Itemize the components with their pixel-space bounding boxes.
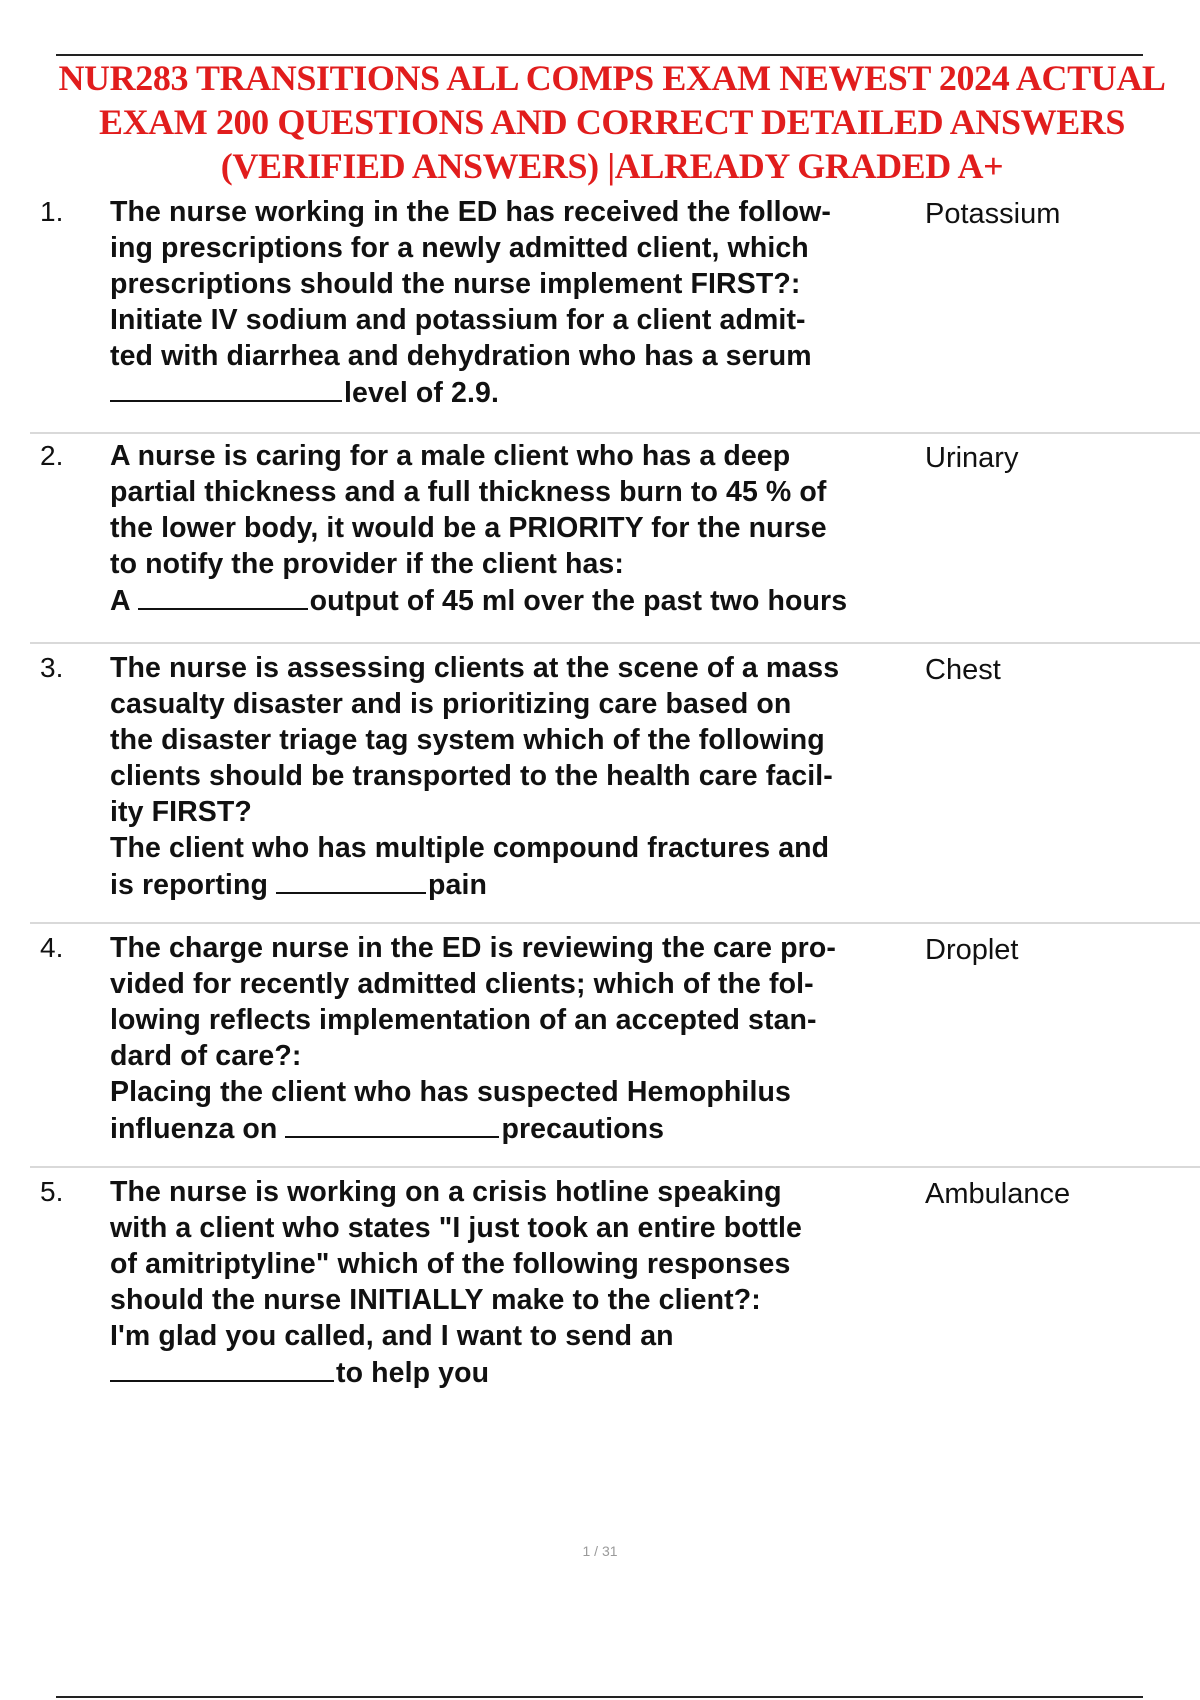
question-line: Initiate IV sodium and potassium for a client admit-	[110, 304, 806, 336]
question-text	[110, 1174, 940, 1391]
question-line: with a client who states "I just took an entire bottle	[110, 1212, 802, 1244]
question-line: of amitriptyline" which of the following responses	[110, 1248, 791, 1280]
answer-text: Potassium	[925, 198, 1061, 230]
question-line: The client who has multiple compound fractures and	[110, 832, 830, 864]
question-line: partial thickness and a full thickness burn to 45 % of	[110, 476, 827, 508]
title-line: NUR283 TRANSITIONS ALL COMPS EXAM NEWEST 2024 ACTUAL	[58, 58, 1166, 98]
document-title	[24, 56, 1200, 188]
page-indicator: 1 / 31	[582, 1543, 618, 1559]
title-line: (VERIFIED ANSWERS) |ALREADY GRADED A+	[220, 146, 1004, 186]
question-line: A nurse is caring for a male client who has a deep	[110, 440, 791, 472]
question-line: dard of care?:	[110, 1040, 302, 1072]
blank-before-text: A	[110, 585, 130, 617]
answer-blank	[285, 1110, 499, 1138]
answer-blank	[276, 866, 426, 894]
bottom-rule	[56, 1696, 1143, 1698]
question-line: The nurse working in the ED has received the follow-	[110, 196, 831, 228]
question-blank-line	[110, 374, 940, 411]
blank-after-text: level of 2.9.	[344, 377, 499, 409]
blank-after-text: pain	[428, 869, 487, 901]
answer-text: Urinary	[925, 442, 1019, 474]
question-line: The nurse is assessing clients at the scene of a mass	[110, 652, 840, 684]
blank-before-text: is reporting	[110, 869, 268, 901]
question-number: 2.	[40, 440, 64, 471]
question-line: vided for recently admitted clients; which of the fol-	[110, 968, 814, 1000]
question-text	[110, 930, 940, 1147]
question-line: the lower body, it would be a PRIORITY for the nurse	[110, 512, 827, 544]
question-number: 5.	[40, 1176, 64, 1207]
question-line: prescriptions should the nurse implement FIRST?:	[110, 268, 801, 300]
question-blank-line	[110, 582, 940, 619]
question-divider	[30, 432, 1200, 434]
question-divider	[30, 642, 1200, 644]
title-line: EXAM 200 QUESTIONS AND CORRECT DETAILED ANSWERS	[98, 102, 1126, 142]
blank-before-text: influenza on	[110, 1113, 278, 1145]
question-line: lowing reflects implementation of an accepted stan-	[110, 1004, 817, 1036]
blank-after-text: to help you	[336, 1357, 490, 1389]
question-blank-line	[110, 1110, 940, 1147]
answer-blank	[110, 1354, 334, 1382]
blank-after-text: output of 45 ml over the past two hours	[309, 585, 848, 617]
question-divider	[30, 1166, 1200, 1168]
question-text	[110, 650, 940, 903]
question-line: ing prescriptions for a newly admitted client, which	[110, 232, 809, 264]
question-line: I'm glad you called, and I want to send an	[110, 1320, 674, 1352]
question-line: The charge nurse in the ED is reviewing the care pro-	[110, 932, 836, 964]
question-line: The nurse is working on a crisis hotline speaking	[110, 1176, 782, 1208]
question-blank-line	[110, 866, 940, 903]
answer-text: Chest	[925, 654, 1001, 686]
question-text	[110, 438, 940, 619]
blank-after-text: precautions	[501, 1113, 665, 1145]
question-line: ity FIRST?	[110, 796, 252, 828]
question-line: to notify the provider if the client has:	[110, 548, 624, 580]
question-blank-line	[110, 1354, 940, 1391]
answer-text: Ambulance	[925, 1178, 1071, 1210]
question-line: ted with diarrhea and dehydration who has a serum	[110, 340, 812, 372]
question-number: 1.	[40, 196, 64, 227]
question-line: casualty disaster and is prioritizing care based on	[110, 688, 792, 720]
question-line: clients should be transported to the health care facil-	[110, 760, 833, 792]
question-line: the disaster triage tag system which of the following	[110, 724, 825, 756]
question-line: should the nurse INITIALLY make to the client?:	[110, 1284, 761, 1316]
answer-blank	[138, 582, 308, 610]
question-divider	[30, 922, 1200, 924]
question-text	[110, 194, 940, 411]
question-number: 3.	[40, 652, 64, 683]
question-number: 4.	[40, 932, 64, 963]
answer-text: Droplet	[925, 934, 1019, 966]
question-line: Placing the client who has suspected Hemophilus	[110, 1076, 791, 1108]
answer-blank	[110, 374, 342, 402]
